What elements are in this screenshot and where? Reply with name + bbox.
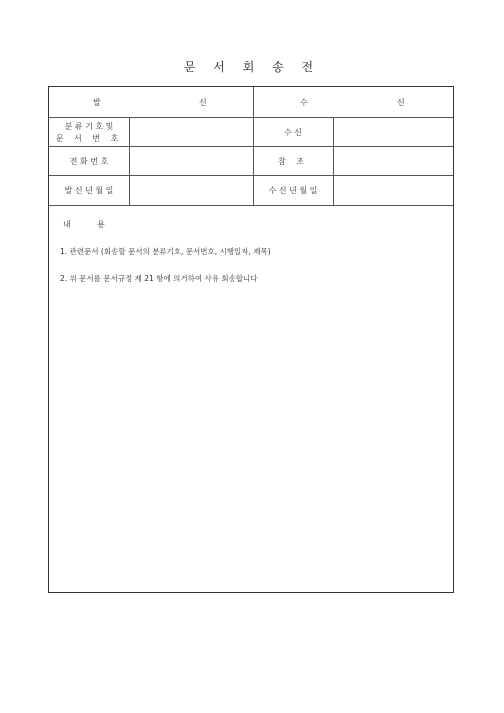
classification-label-line1: 분 류 기 호 및 xyxy=(64,122,114,131)
content-line-2: 2. 위 문서를 문서규정 제 21 항에 의거하여 사유 회송합니다 xyxy=(60,274,258,283)
phone-label: 전 화 번 호 xyxy=(69,157,109,166)
return-form xyxy=(48,86,454,593)
row-divider xyxy=(49,175,453,176)
document-title: 문 서 회 송 전 xyxy=(183,60,321,74)
content-label-left: 내 xyxy=(63,220,71,229)
row-divider xyxy=(49,205,453,206)
row-divider xyxy=(49,117,453,118)
reference-label: 참 조 xyxy=(278,157,308,166)
receiver-header-right: 신 xyxy=(397,98,405,107)
receive-date-label: 수 신 년 월 일 xyxy=(268,186,318,195)
column-divider-left xyxy=(129,117,130,205)
column-divider-right xyxy=(333,117,334,205)
send-date-label: 발 신 년 월 일 xyxy=(64,186,114,195)
sender-header-left: 발 xyxy=(93,98,101,107)
receiver-header-left: 수 xyxy=(300,98,308,107)
sender-header-right: 신 xyxy=(199,98,207,107)
content-line-1: 1. 관련문서 (회송할 문서의 분류기호, 문서번호, 시행일자, 제목) xyxy=(60,247,271,256)
recipient-label: 수 신 xyxy=(284,128,302,137)
classification-label-line2: 문 서 번 호 xyxy=(55,134,123,143)
content-label-right: 용 xyxy=(97,220,105,229)
row-divider xyxy=(49,146,453,147)
